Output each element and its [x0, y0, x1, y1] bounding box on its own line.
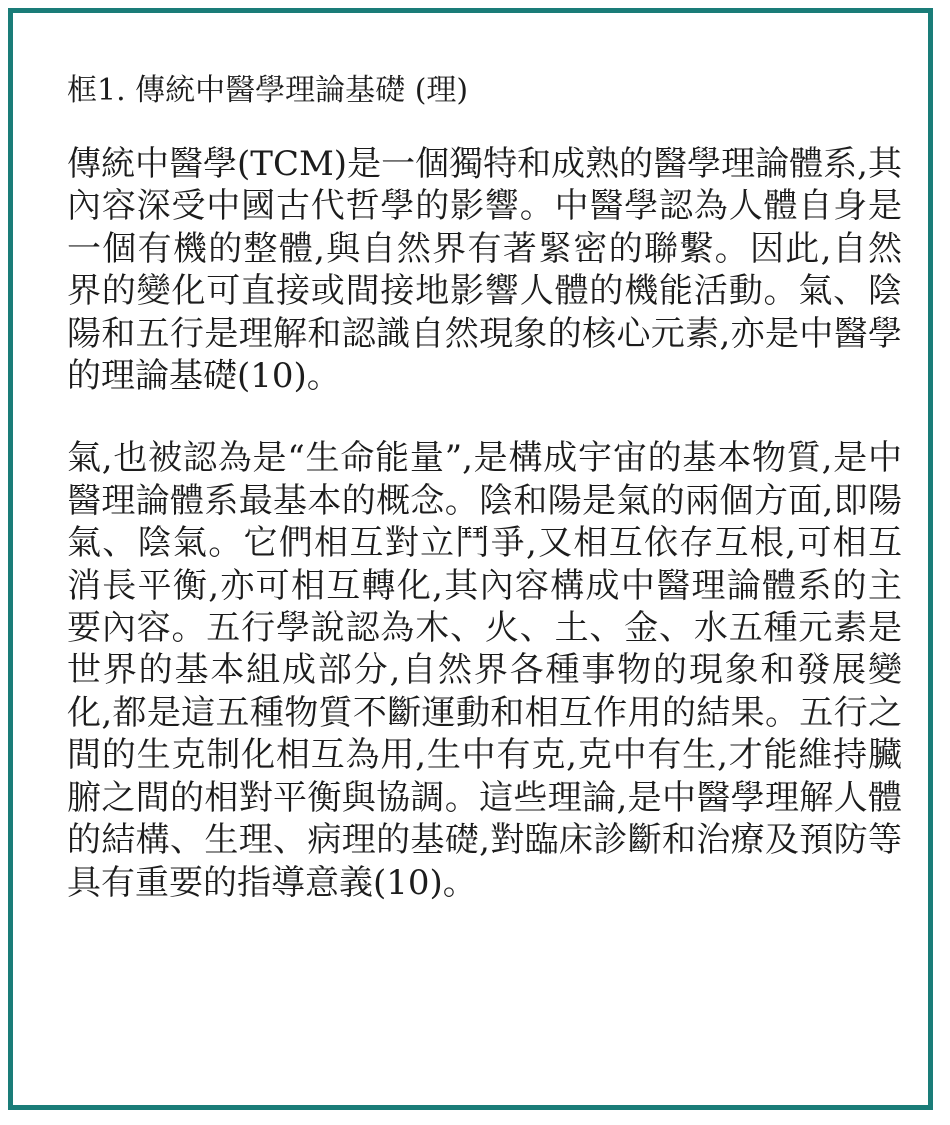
paragraph-qi-yinyang-wuxing: 氣,也被認為是“生命能量”,是構成宇宙的基本物質,是中醫理論體系最基本的概念。陰和陽是氣的兩個方面,即陽氣、陰氣。它們相互對立鬥爭,又相互依存互根,可相互消長平衡,亦可相互轉化,其內容構成中醫理論體系的主要內容。五行學說認為木、火、土、金、水五種元素是世界的基本組成部分,自然界各種事物的現象和發展變化,都是這五種物質不斷運動和相互作用的結果。五行之間的生克制化相互為用,生中有克,克中有生,才能維持臟腑之間的相對平衡與協調。這些理論,是中醫學理解人體的結構、生理、病理的基礎,對臨床診斷和治療及預防等具有重要的指導意義(10)。	[67, 438, 902, 903]
text-box-content	[67, 71, 902, 904]
box-title: 框1. 傳統中醫學理論基礎 (理)	[67, 73, 469, 108]
text-box-frame	[8, 8, 933, 1110]
paragraph-tcm-overview: 傳統中醫學(TCM)是一個獨特和成熟的醫學理論體系,其內容深受中國古代哲學的影響。中醫學認為人體自身是一個有機的整體,與自然界有著緊密的聯繫。因此,自然界的變化可直接或間接地影響人體的機能活動。氣、陰陽和五行是理解和認識自然現象的核心元素,亦是中醫學的理論基礎(10)。	[67, 144, 902, 397]
